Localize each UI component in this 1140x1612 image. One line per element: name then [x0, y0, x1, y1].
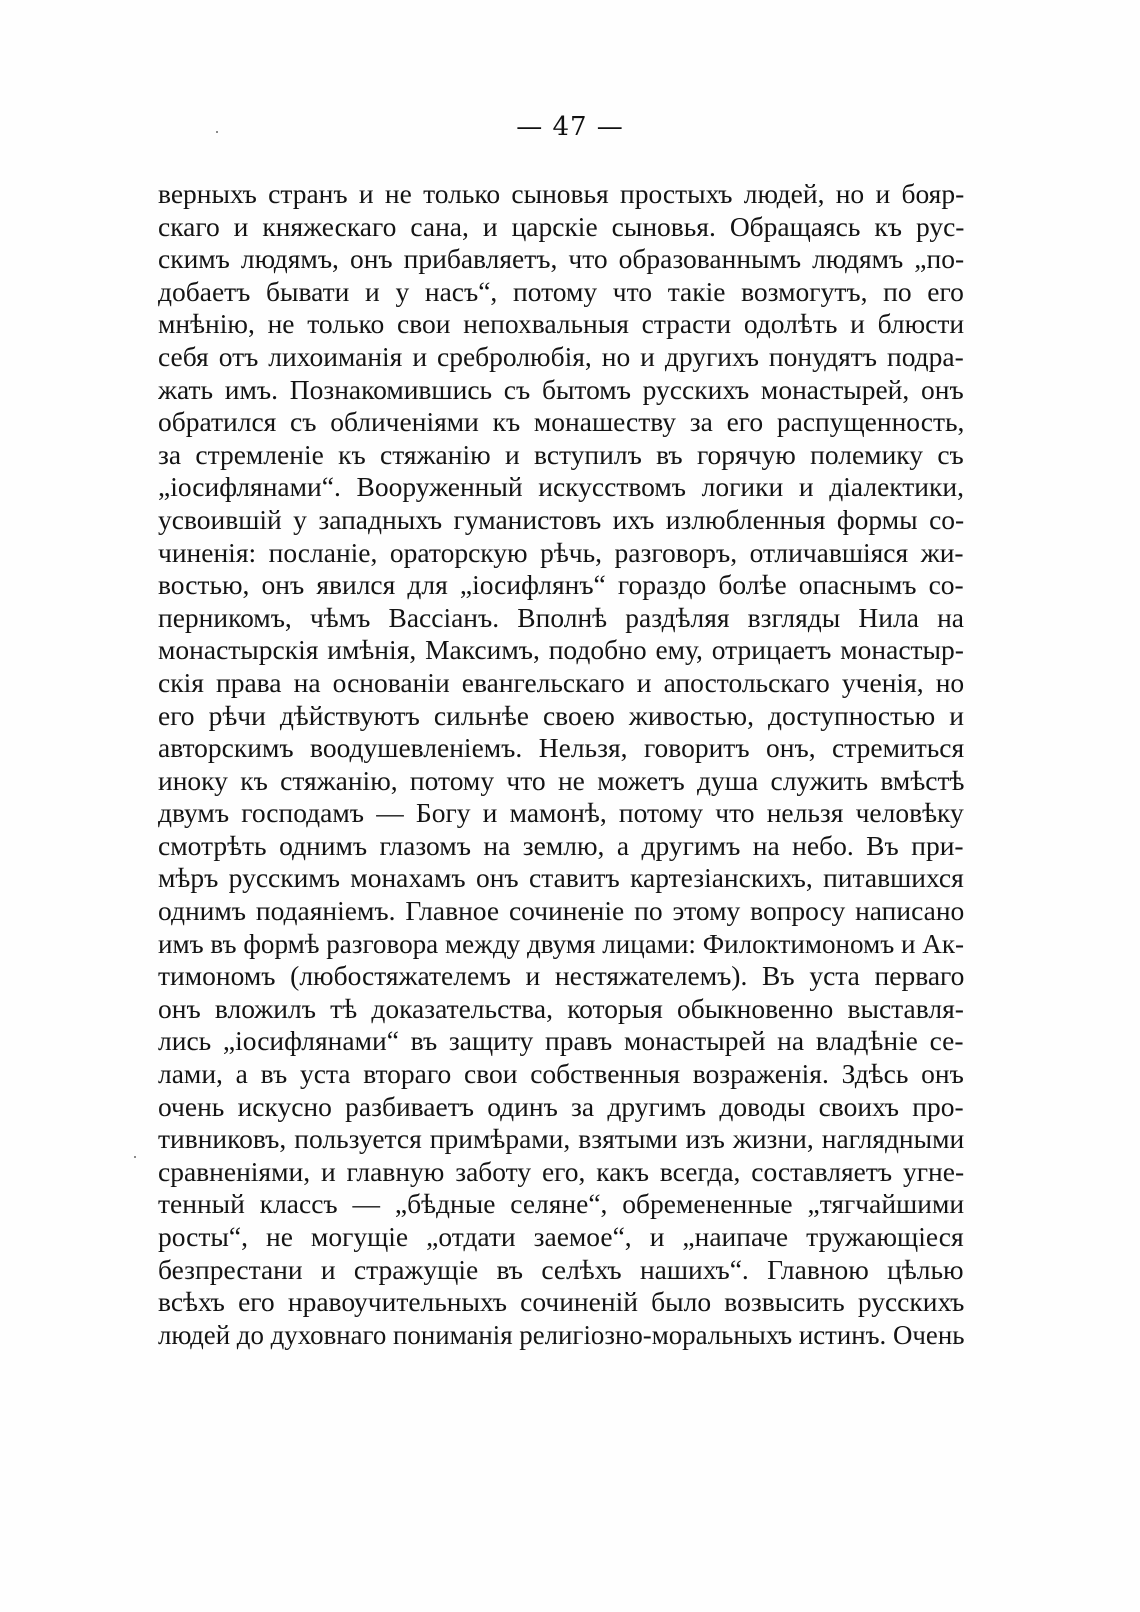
text-line: его рѣчи дѣйствуютъ сильнѣе своею живостью, доступностью и — [158, 699, 964, 731]
text-line: „іосифлянами“. Вооруженный искусствомъ логики и діалектики, — [158, 471, 964, 503]
text-line: сравненіями, и главную заботу его, какъ всегда, составляетъ угне- — [158, 1155, 964, 1187]
text-line: за стремленіе къ стяжанію и вступилъ въ горячую полемику съ — [158, 438, 964, 470]
text-line: смотрѣть однимъ глазомъ на землю, а другимъ на небо. Въ при- — [158, 829, 964, 861]
text-line: авторскимъ воодушевленіемъ. Нельзя, говоритъ онъ, стремиться — [158, 732, 964, 764]
text-line: усвоившій у западныхъ гуманистовъ ихъ излюбленныя формы со- — [158, 503, 964, 535]
text-line: тивниковъ, пользуется примѣрами, взятыми изъ жизни, наглядными — [158, 1123, 964, 1155]
scan-speck — [134, 1156, 136, 1158]
text-line: двумъ господамъ — Богу и мамонѣ, потому что нельзя человѣку — [158, 797, 964, 829]
text-line: верныхъ странъ и не только сыновья простыхъ людей, но и бояр- — [158, 178, 964, 209]
page-number: — 47 — — [516, 112, 624, 142]
text-line: чиненія: посланіе, ораторскую рѣчь, разговоръ, отличавшіяся жи- — [158, 536, 964, 568]
text-line: всѣхъ его нравоучительныхъ сочиненій было возвысить русскихъ — [158, 1286, 964, 1318]
text-line: себя отъ лихоиманія и сребролюбія, но и другихъ понудятъ подра- — [158, 340, 964, 372]
text-line: мнѣнію, не только свои непохвальныя страсти одолѣть и блюсти — [158, 308, 964, 340]
text-line: росты“, не могущіе „отдати заемое“, и „наипаче тружающіеся — [158, 1221, 964, 1252]
text-line: обратился съ обличеніями къ монашеству за его распущенность, — [158, 406, 964, 438]
text-line: безпрестани и стражущіе въ селѣхъ нашихъ“. Главною цѣлью — [158, 1253, 964, 1285]
text-line: добаетъ бывати и у насъ“, потому что такіе возмогутъ, по его — [158, 275, 964, 307]
body-text — [158, 178, 964, 1351]
text-line: скія права на основаніи евангельскаго и апостольскаго ученія, но — [158, 666, 964, 698]
text-line: скимъ людямъ, онъ прибавляетъ, что образованнымъ людямъ „по- — [158, 243, 964, 275]
text-line: жать имъ. Познакомившись съ бытомъ русскихъ монастырей, онъ — [158, 373, 964, 405]
text-line: монастырскія имѣнія, Максимъ, подобно ему, отрицаетъ монастыр- — [158, 634, 964, 666]
text-line: людей до духовнаго пониманія религіозно-моральныхъ истинъ. Очень — [158, 1318, 964, 1350]
text-line: мѣръ русскимъ монахамъ онъ ставитъ картезіанскихъ, питавшихся — [158, 862, 964, 894]
text-line: тенный классъ — „бѣдные селяне“, обремененные „тягчайшими — [158, 1188, 964, 1220]
text-line: востью, онъ явился для „іосифлянъ“ гораздо болѣе опаснымъ со- — [158, 569, 964, 601]
scan-speck — [216, 131, 218, 133]
text-line: очень искусно разбиваетъ одинъ за другимъ доводы своихъ про- — [158, 1090, 964, 1122]
text-line: скаго и княжескаго сана, и царскіе сыновья. Обращаясь къ рус- — [158, 210, 964, 242]
text-line: лами, а въ уста втораго свои собственныя возраженія. Здѣсь онъ — [158, 1058, 964, 1090]
text-line: перникомъ, чѣмъ Вассіанъ. Вполнѣ раздѣляя взгляды Нила на — [158, 601, 964, 633]
text-line: онъ вложилъ тѣ доказательства, которыя обыкновенно выставля- — [158, 992, 964, 1024]
text-line: иноку къ стяжанію, потому что не можетъ душа служить вмѣстѣ — [158, 764, 964, 796]
text-line: тимономъ (любостяжателемъ и нестяжателемъ). Въ уста перваго — [158, 960, 964, 992]
text-line: лись „іосифлянами“ въ защиту правъ монастырей на владѣніе се- — [158, 1025, 964, 1057]
text-line: однимъ подаяніемъ. Главное сочиненіе по этому вопросу написано — [158, 895, 964, 927]
text-line: имъ въ формѣ разговора между двумя лицами: Филоктимономъ и Ак- — [158, 927, 964, 959]
